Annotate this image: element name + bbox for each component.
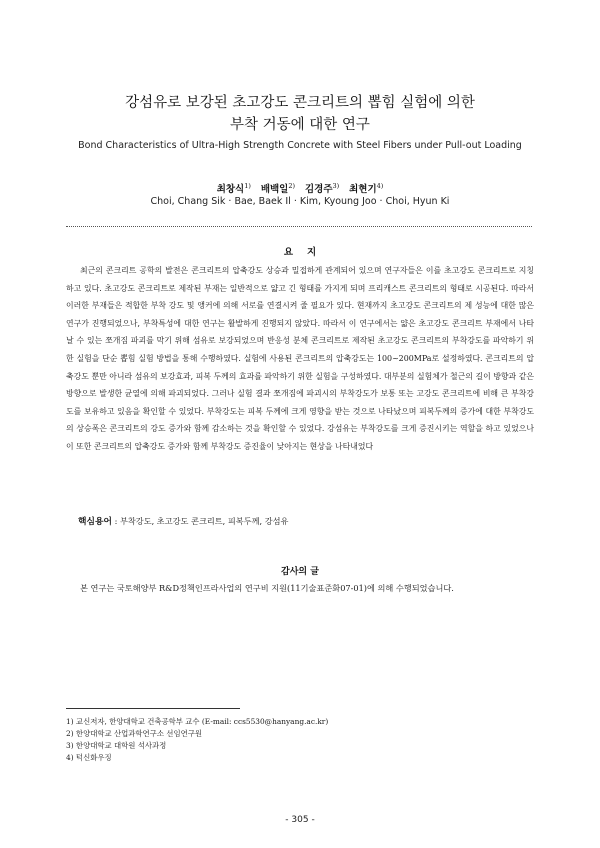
section-divider: [66, 226, 532, 227]
author-1-mark: 1): [244, 181, 251, 190]
authors-english: Choi, Chang Sik · Bae, Baek Il · Kim, Kyoung Joo · Choi, Hyun Ki: [150, 196, 450, 207]
abstract-body: 최근의 콘크리트 공학의 발전은 콘크리트의 압축강도 상승과 밀접하게 관계되어 있으며 연구자들은 이를 초고강도 콘크리트로 지칭하고 있다. 초고강도 콘크리트로 제작된 부재는 일반적으로 얇고 긴 형태를 가지게 되며 프리캐스트 콘크리트의 형태로 시공된다. 따라서 이러한 부재들은 적합한 부착 강도 및 앵커에 의해 서로를 연결시켜 줄 필요가 있다. 현재까지 초고강도 콘크리트의 제 성능에 대한 많은 연구가 진행되었으나, 부착특성에 대한 연구는 활발하게 진행되지 않았다. 따라서 이 연구에서는 얇은 초고강도 콘크리트 부재에서 나타날 수 있는 쪼개짐 파괴를 막기 위해 섬유로 보강되었으며 반응성 분체 콘크리트로 제작된 초고강도 콘크리트의 부착강도를 파악하기 위한 실험을 단순 뽑힘 실험 방법을 통해 수행하였다. 실험에 사용된 콘크리트의 압축강도는 100~200MPa로 설정하였다. 콘크리트의 압축강도 뿐만 아니라 섬유의 보강효과, 피복 두께의 효과를 파악하기 위한 실험을 구성하였다. 대부분의 실험체가 철근의 길이 방향과 같은 방향으로 발생한 균열에 의해 파괴되었다. 그러나 실험 결과 쪼개짐에 파괴시의 부착강도가 보통 또는 고강도 콘크리트에 비해 큰 부착강도를 보유하고 있음을 확인할 수 있었다. 부착강도는 피복 두께에 크게 영향을 받는 것으로 나타났으며 피복두께의 증가에 대한 부착강도의 상승폭은 콘크리트의 강도 증가와 함께 감소하는 것을 확인할 수 있었다. 강섬유는 부착강도를 크게 증진시키는 역할을 하고 있었으나 이 또한 콘크리트의 압축강도 증가와 함께 부착강도 증진율이 낮아지는 현상을 나타내었다: [66, 266, 534, 451]
acknowledgement-body: 본 연구는 국토해양부 R&D정책인프라사업의 연구비 지원(11기술표준화07-01)에 의해 수행되었습니다.: [80, 583, 454, 593]
keywords-separator: :: [112, 516, 120, 526]
footnote-4: 4) 턱신화우징: [66, 753, 112, 762]
abstract-heading: 요지: [283, 247, 331, 258]
author-2-name: 배백일: [260, 184, 289, 195]
author-3-mark: 3): [332, 181, 340, 190]
keywords-label: 핵심용어: [78, 517, 112, 527]
keywords: [78, 514, 538, 527]
author-3-name: 김경주: [304, 184, 333, 195]
author-1-name: 최창식: [216, 184, 245, 195]
footnote-2: 2) 한양대학교 산업과학연구소 선임연구원: [66, 729, 203, 738]
keywords-text: 부착강도, 초고강도 콘크리트, 피복두께, 강섬유: [119, 516, 289, 526]
title-korean-line-2: 부착 거동에 대한 연구: [230, 117, 370, 133]
page-number: - 305 -: [285, 815, 315, 825]
title-korean-line-1: 강섬유로 보강된 초고강도 콘크리트의 뽑힘 실험에 의한: [125, 95, 475, 111]
title-english: Bond Characteristics of Ultra-High Strength Concrete with Steel Fibers under Pull-out Loading: [78, 140, 522, 151]
author-4-mark: 4): [376, 181, 384, 190]
author-2-mark: 2): [288, 181, 296, 190]
authors-korean: [0, 181, 600, 195]
footnotes: [66, 716, 534, 764]
acknowledgement-heading: 감사의 글: [281, 567, 319, 577]
footnote-rule: [66, 708, 240, 709]
author-4-name: 최현기: [349, 184, 377, 195]
footnote-1: 1) 교신저자, 한양대학교 건축공학부 교수 (E-mail: ccs5530@hanyang.ac.kr): [66, 717, 329, 726]
footnote-3: 3) 한양대학교 대학원 석사과정: [66, 741, 167, 750]
